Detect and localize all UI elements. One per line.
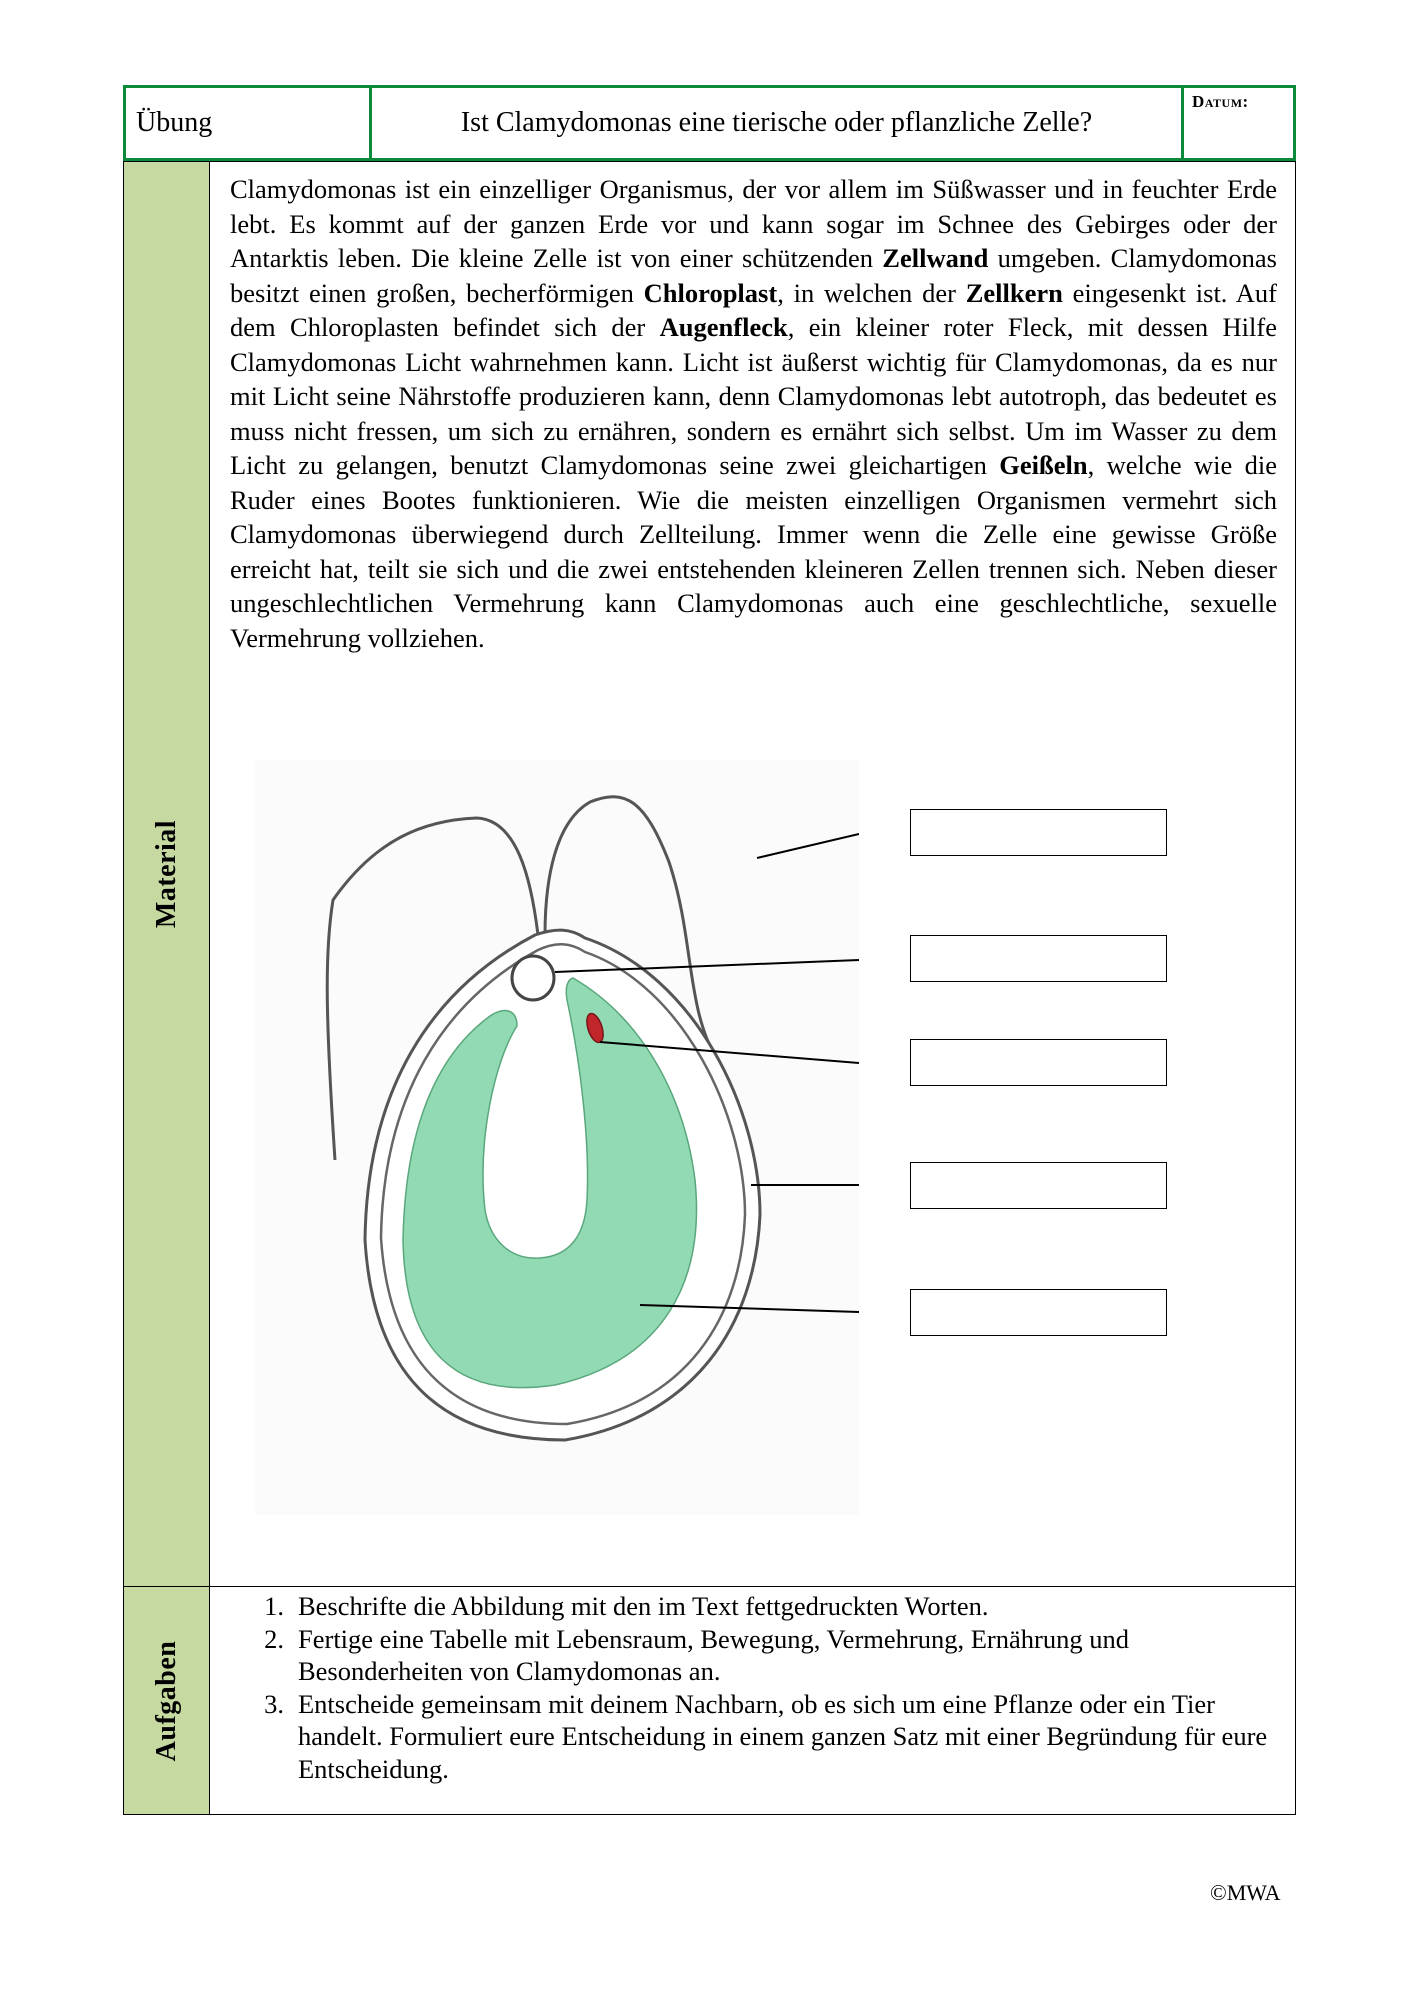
aufgaben-label: Aufgaben bbox=[150, 1640, 182, 1761]
task-number: 2. bbox=[264, 1623, 284, 1654]
material-text bbox=[230, 172, 1277, 655]
label-box-1 bbox=[910, 809, 1167, 856]
bold-term: Zellwand bbox=[882, 243, 989, 273]
material-label: Material bbox=[150, 819, 182, 929]
section-divider bbox=[124, 1586, 1295, 1587]
task-number: 3. bbox=[264, 1688, 284, 1719]
task-item bbox=[230, 1623, 1270, 1688]
bold-term: Geißeln bbox=[999, 450, 1088, 480]
label-box-3 bbox=[910, 1039, 1167, 1086]
bold-term: Chloroplast bbox=[643, 277, 778, 308]
text-run: umgeben. Clamydomonas besitzt einen großen, becherförmigen bbox=[230, 243, 1277, 308]
task-text: Entscheide gemeinsam mit deinem Nachbarn, ob es sich um eine Pflanze oder ein Tier handelt. Formuliert eure Entscheidung in einem ganzen Satz mit einer Begründung für eure Entscheidung. bbox=[298, 1688, 1268, 1784]
text-run: , in welchen der bbox=[777, 277, 966, 308]
text-run: , ein kleiner roter Fleck, mit dessen Hilfe Clamydomonas Licht wahrnehmen kann. Licht ist äußerst wichtig für Clamydomonas, da es nur mit Licht seine Nährstoffe produzieren kann, denn Clamydomonas lebt autotroph, das bedeutet es muss nicht fressen, um sich zu ernähren, sondern es ernährt sich selbst. Um im Wasser zu dem Licht zu gelangen, benutzt Clamydomonas seine zwei gleichartigen bbox=[230, 312, 1277, 480]
date-label: Datum: bbox=[1192, 92, 1249, 111]
text-run: , welche wie die Ruder eines Bootes funktionieren. Wie die meisten einzelligen Organismen vermehrt sich Clamydomonas überwiegend durch Zellteilung. Immer wenn die Zelle eine gewisse Größe erreicht hat, teilt sie sich und die zwei entstehenden kleineren Zellen trennen sich. Neben dieser ungeschlechtlichen Vermehrung kann Clamydomonas auch eine geschlechtliche, sexuelle Vermehrung vollziehen. bbox=[230, 450, 1277, 653]
task-list bbox=[230, 1590, 1270, 1785]
task-text: Fertige eine Tabelle mit Lebensraum, Bewegung, Vermehrung, Ernährung und Besonderheiten von Clamydomonas an. bbox=[298, 1623, 1129, 1686]
worksheet-header bbox=[123, 85, 1296, 161]
label-box-2 bbox=[910, 935, 1167, 982]
bold-term: Augenfleck bbox=[659, 312, 788, 342]
material-side-column bbox=[124, 162, 210, 1586]
worksheet-title: Ist Clamydomonas eine tierische oder pflanzliche Zelle? bbox=[372, 88, 1184, 158]
aufgaben-side-column bbox=[124, 1587, 210, 1814]
task-item bbox=[230, 1688, 1270, 1786]
bold-term: Zellkern bbox=[965, 277, 1063, 308]
label-box-4 bbox=[910, 1162, 1167, 1209]
task-item bbox=[230, 1590, 1270, 1623]
nucleus bbox=[512, 956, 554, 1000]
text-run: eingesenkt ist. Auf dem Chloroplasten befindet sich der bbox=[230, 277, 1277, 342]
copyright: ©MWA bbox=[1210, 1880, 1281, 1905]
label-box-5 bbox=[910, 1289, 1167, 1336]
clamydomonas-drawing bbox=[255, 760, 859, 1515]
task-number: 1. bbox=[264, 1591, 284, 1621]
text-run: Clamydomonas ist ein einzelliger Organismus, der vor allem im Süßwasser und in feuchter Erde lebt. Es kommt auf der ganzen Erde vor und kann sogar im Schnee des Gebirges oder der Antarktis leben. Die kleine Zelle ist von einer schützenden bbox=[230, 174, 1277, 273]
worksheet-type: Übung bbox=[126, 88, 372, 158]
task-text: Beschrifte die Abbildung mit den im Text fettgedruckten Worten. bbox=[298, 1591, 989, 1621]
